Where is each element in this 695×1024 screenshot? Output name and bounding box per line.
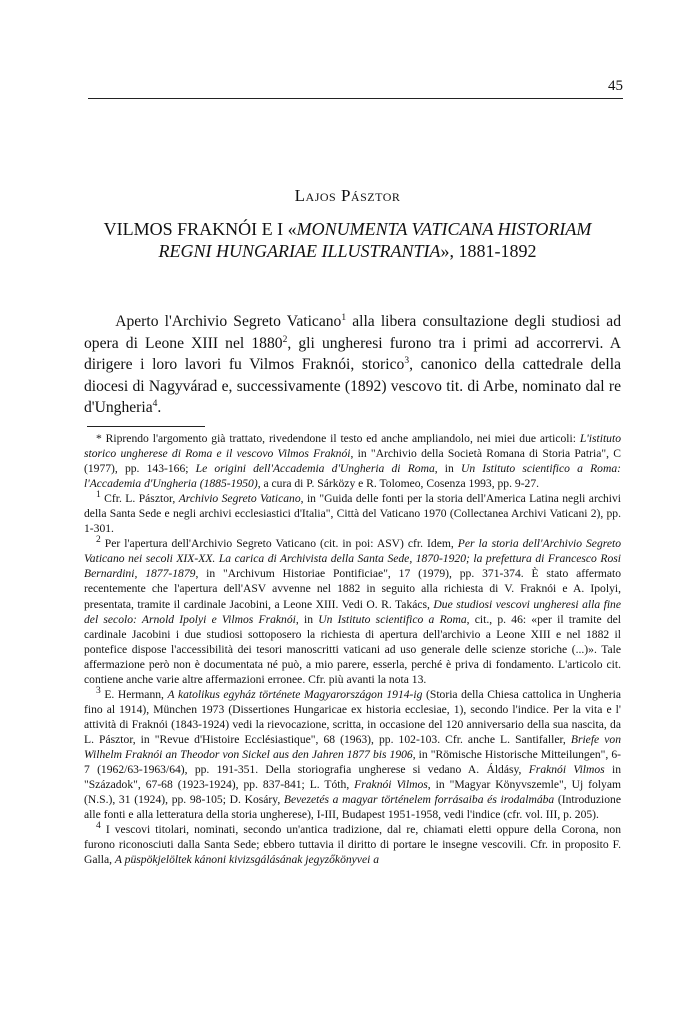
footnote-ref-4: 4 xyxy=(152,398,158,409)
page-number: 45 xyxy=(608,78,623,94)
fn2-c: , in "Archivum Historiae Pontificiae", 17 (1979), pp. 371-374. È stato affermato recentemente che l'apertura dell'ASV avvenne nel 1882 in seguito alla richiesta di V. Fraknói e A. Ipolyi, presentata, tramite il cardinale Jacobini, a Leone XIII. Vedi O. R. Takács, xyxy=(84,567,622,611)
fn3-h: Fraknói Vilmos xyxy=(354,778,428,792)
body-text-5: . xyxy=(157,399,162,416)
fn-star-b: L'istituto storico ungherese di Roma e il vescovo Vilmos Fraknói xyxy=(84,432,621,461)
fn-star-a: * Riprendo l'argomento già trattato, rivedendone il testo ed anche ampliandolo, nei miei due articoli: xyxy=(96,432,580,445)
fn3-j: Bevezetés a magyar történelem forrásaiba és irodalmába xyxy=(283,793,555,807)
fn3-g: in "Századok", 67-68 (1923-1924), pp. 837-841; L. Tóth, xyxy=(84,763,621,792)
footnote-2 xyxy=(84,536,621,686)
fn-star-d: Le origini dell'Accademia d'Ungheria di Roma xyxy=(195,462,435,476)
fn-star-f: Un Istituto scientifico a Roma: l'Accademia d'Ungheria (1885-1950) xyxy=(84,462,621,491)
footnote-ref-2: 2 xyxy=(282,334,288,345)
title-part-1: VILMOS FRAKNÓI E I « xyxy=(103,219,297,239)
title-part-2: », 1881-1892 xyxy=(440,241,537,261)
fn1-c: , in "Guida delle fonti per la storia dell'America Latina negli archivi della Santa Sede e negli archivi ecclesiastici d'Italia", Città del Vaticano 1970 (Collectanea Archivi Vaticani 2), pp. 1-301. xyxy=(84,492,621,536)
header-rule xyxy=(88,98,623,99)
footnote-ref-3: 3 xyxy=(404,355,410,366)
fn-star-e: , in xyxy=(434,462,461,476)
body-text-1: Aperto l'Archivio Segreto Vaticano xyxy=(115,313,342,330)
fn3-number: 3 xyxy=(96,685,101,696)
fn3-b: A katolikus egyház története Magyarországon 1914-ig xyxy=(167,687,423,701)
fn4-b: A püspökjelöltek kánoni kivizsgálásának jegyzőkönyvei a xyxy=(114,853,380,867)
fn3-k: (Introduzione alle fonti e alla letteratura della storia ungherese), I-III, Budapest 1951-1958, vedi l'indice (cfr. vol. III, p. 205). xyxy=(84,793,622,822)
fn-star-g: , a cura di P. Sárközy e R. Tolomeo, Cosenza 1993, pp. 9-27. xyxy=(257,477,540,491)
fn4-a: I vescovi titolari, nominati, secondo un'antica tradizione, dal re, chiamati eletti oppure della Corona, non furono riconosciuti dalla Santa Sede; ebbero tuttavia il diritto di portare le insegne vescovili. Cfr. in proposito F. Galla, xyxy=(84,823,621,867)
fn2-d: Due studiosi vescovi ungheresi alla fine del secolo: Arnold Ipolyi e Vilmos Fraknói xyxy=(84,597,621,626)
fn1-a: Cfr. L. Pásztor, xyxy=(100,492,179,506)
footnote-1 xyxy=(84,491,621,536)
footnotes xyxy=(84,431,621,867)
fn3-e: , in "Römische Historische Mitteilungen", 6-7 (1962/63-1963/64), pp. 191-351. Della storiografia ungherese si vedano A. Áldásy, xyxy=(84,747,621,777)
fn1-b: Archivio Segreto Vaticano xyxy=(178,492,301,506)
footnote-rule xyxy=(87,426,205,427)
fn2-b: Per la storia dell'Archivio Segreto Vaticano nei secoli XIX-XX. La carica di Archivista della Santa Sede, 1870-1920; la prefettura di Francesco Rosi Bernardini, 1877-1879 xyxy=(84,537,621,581)
footnote-ref-1: 1 xyxy=(341,312,347,323)
fn3-c: (Storia della Chiesa cattolica in Ungheria fino al 1914), München 1973 (Dissertiones Hungaricae ex historia ecclesiae, 1), secondo l'indice. Per la vita e l' attività di Fraknói (1843-1924) vedi la rievocazione, scritta, in occasione del 120 anniversario della sua nascita, da L. Pásztor, in "Revue d'Histoire Ecclésiastique", 68 (1963), pp. 102-103. Cfr. anche L. Santifaller, xyxy=(84,687,621,746)
body-paragraph xyxy=(84,311,621,419)
footnote-3 xyxy=(84,687,621,822)
fn2-g: , cit., p. 46: «per il tramite del cardinale Jacobini i due studiosi sottoposero la richiesta di apertura dell'archivio a Leone XIII e nel 1882 il pontefice dispose l'accessibilità dei tesori manoscritti vaticani ad uso generale delle scienze storiche (...)». Tale affermazione però non è documentata né può, a mio parere, esserla, perché è priva di fondamento. L'articolo cit. contiene anche varie altre affermazioni erronee. Cfr. più avanti la nota 13. xyxy=(84,612,622,686)
fn2-number: 2 xyxy=(96,535,101,546)
fn2-e: , in xyxy=(295,612,319,626)
article-author: Lajos Pásztor xyxy=(294,186,401,205)
fn1-number: 1 xyxy=(96,490,101,501)
body-text-3: , gli ungheresi furono tra i primi ad accorrervi. A dirigere i loro lavori fu Vilmos Fraknói, storico xyxy=(84,334,621,373)
fn2-f: Un Istituto scientifico a Roma xyxy=(318,612,467,626)
article-title xyxy=(80,218,615,262)
fn3-f: Fraknói Vilmos xyxy=(528,763,605,777)
footnote-4 xyxy=(84,822,621,867)
fn3-d: Briefe von Wilhelm Fraknói an Theodor von Sickel aus den Jahren 1877 bis 1906 xyxy=(84,732,621,761)
fn3-a: E. Hermann, xyxy=(100,687,168,701)
fn3-i: , in "Magyar Könyvszemle", Uj folyam (N.S.), 31 (1924), pp. 98-105; D. Kosáry, xyxy=(84,778,621,807)
body-text-4: , canonico della cattedrale della diocesi di Nagyvárad e, successivamente (1892) vescovo tit. di Arbe, nominato dal re d'Ungheria xyxy=(84,356,621,416)
footnote-star xyxy=(84,431,621,491)
fn-star-c: , in "Archivio della Società Romana di Storia Patria", C (1977), pp. 143-166; xyxy=(84,447,621,476)
title-italic: MONUMENTA VATICANA HISTORIAM REGNI HUNGARIAE ILLUSTRANTIA xyxy=(158,219,592,261)
fn4-number: 4 xyxy=(96,821,101,832)
fn2-a: Per l'apertura dell'Archivio Segreto Vaticano (cit. in poi: ASV) cfr. Idem, xyxy=(100,537,458,551)
body-text-2: alla libera consultazione degli studiosi ad opera di Leone XIII nel 1880 xyxy=(84,313,621,352)
